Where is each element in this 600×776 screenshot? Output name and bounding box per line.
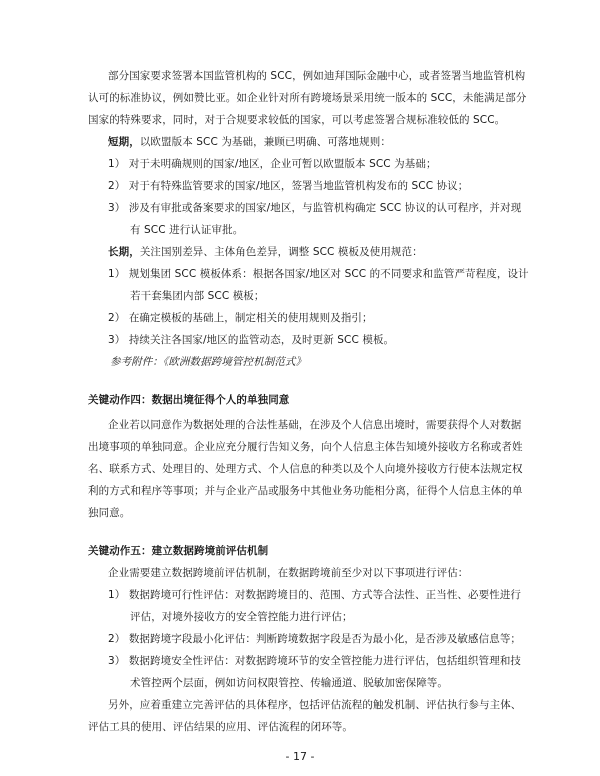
action4-line-1: 企业若以同意作为数据处理的合法性基础，在涉及个人信息出境时，需要获得个人对数据 — [108, 419, 522, 431]
short-term-text: 以欧盟版本 SCC 为基础，兼顾已明确、可落地规则： — [139, 136, 391, 148]
scc-intro-line-3: 国家的特殊要求，同时，对于合规要求较低的国家，可以考虑签署合规标准较低的 SCC。 — [88, 114, 506, 126]
short-term-item-1: 1） 对于未明确规则的国家/地区，企业可暂以欧盟版本 SCC 为基础； — [108, 158, 437, 170]
scc-intro-line-1: 部分国家要求签署本国监管机构的 SCC，例如迪拜国际金融中心，或者签署当地监管机构 — [108, 70, 526, 82]
short-term-item-2: 2） 对于有特殊监管要求的国家/地区，签署当地监管机构发布的 SCC 协议； — [108, 180, 469, 192]
action5-intro: 企业需要建立数据跨境前评估机制，在数据跨境前至少对以下事项进行评估： — [108, 567, 469, 579]
action4-line-5: 独同意。 — [88, 507, 131, 519]
short-term-item-3: 3） 涉及有审批或备案要求的国家/地区，与监管机构确定 SCC 协议的认可程序，并对现 — [108, 202, 522, 214]
long-term-paragraph — [108, 245, 423, 259]
long-term-item-1: 1） 规划集团 SCC 模板体系：根据各国家/地区对 SCC 的不同要求和监管严苛程度，设计 — [108, 268, 529, 280]
long-term-label: 长期， — [108, 246, 140, 258]
action5-item-2: 2） 数据跨境字段最小化评估：判断跨境数据字段是否为最小化，是否涉及敏感信息等； — [108, 633, 522, 645]
action5-item-1-cont: 评估，对境外接收方的安全管控能力进行评估； — [130, 611, 353, 623]
action4-line-3: 名、联系方式、处理目的、处理方式、个人信息的种类以及个人向境外接收方行使本法规定权 — [88, 463, 523, 475]
action5-closing-line-1: 另外，应着重建立完善评估的具体程序，包括评估流程的触发机制、评估执行参与主体、 — [108, 699, 522, 711]
long-term-text: 关注国别差异、主体角色差异，调整 SCC 模板及使用规范： — [139, 246, 423, 258]
action4-line-4: 利的方式和程序等事项；并与企业产品或服务中其他业务功能相分离，征得个人信息主体的单 — [88, 485, 523, 497]
action5-closing-line-2: 评估工具的使用、评估结果的应用、评估流程的闭环等。 — [88, 721, 353, 733]
action5-heading: 关键动作五：建立数据跨境前评估机制 — [88, 545, 269, 557]
action4-line-2: 出境事项的单独同意。企业应充分履行告知义务，向个人信息主体告知境外接收方名称或者姓 — [88, 441, 523, 453]
short-term-paragraph — [108, 135, 391, 149]
short-term-label: 短期， — [108, 136, 140, 148]
long-term-item-2: 2） 在确定模板的基础上，制定相关的使用规则及指引； — [108, 312, 373, 324]
long-term-item-1-cont: 若干套集团内部 SCC 模板； — [130, 290, 265, 302]
action5-item-1: 1） 数据跨境可行性评估：对数据跨境目的、范围、方式等合法性、正当性、必要性进行 — [108, 589, 522, 601]
page-number: - 17 - — [285, 750, 315, 763]
action4-heading: 关键动作四：数据出境征得个人的单独同意 — [88, 394, 290, 406]
action5-item-3: 3） 数据跨境安全性评估：对数据跨境环节的安全管控能力进行评估，包括组织管理和技 — [108, 655, 522, 667]
long-term-item-3: 3） 持续关注各国家/地区的监管动态，及时更新 SCC 模板。 — [108, 334, 395, 346]
reference-attachment: 参考附件：《欧洲数据跨境管控机制范式》 — [110, 356, 307, 368]
scc-intro-line-2: 认可的标准协议，例如赞比亚。如企业针对所有跨境场景采用统一版本的 SCC，未能满足部分 — [88, 92, 527, 104]
action5-item-3-cont: 术管控两个层面，例如访问权限管控、传输通道、脱敏加密保障等。 — [130, 677, 448, 689]
short-term-item-3-cont: 有 SCC 进行认证审批。 — [130, 224, 244, 236]
